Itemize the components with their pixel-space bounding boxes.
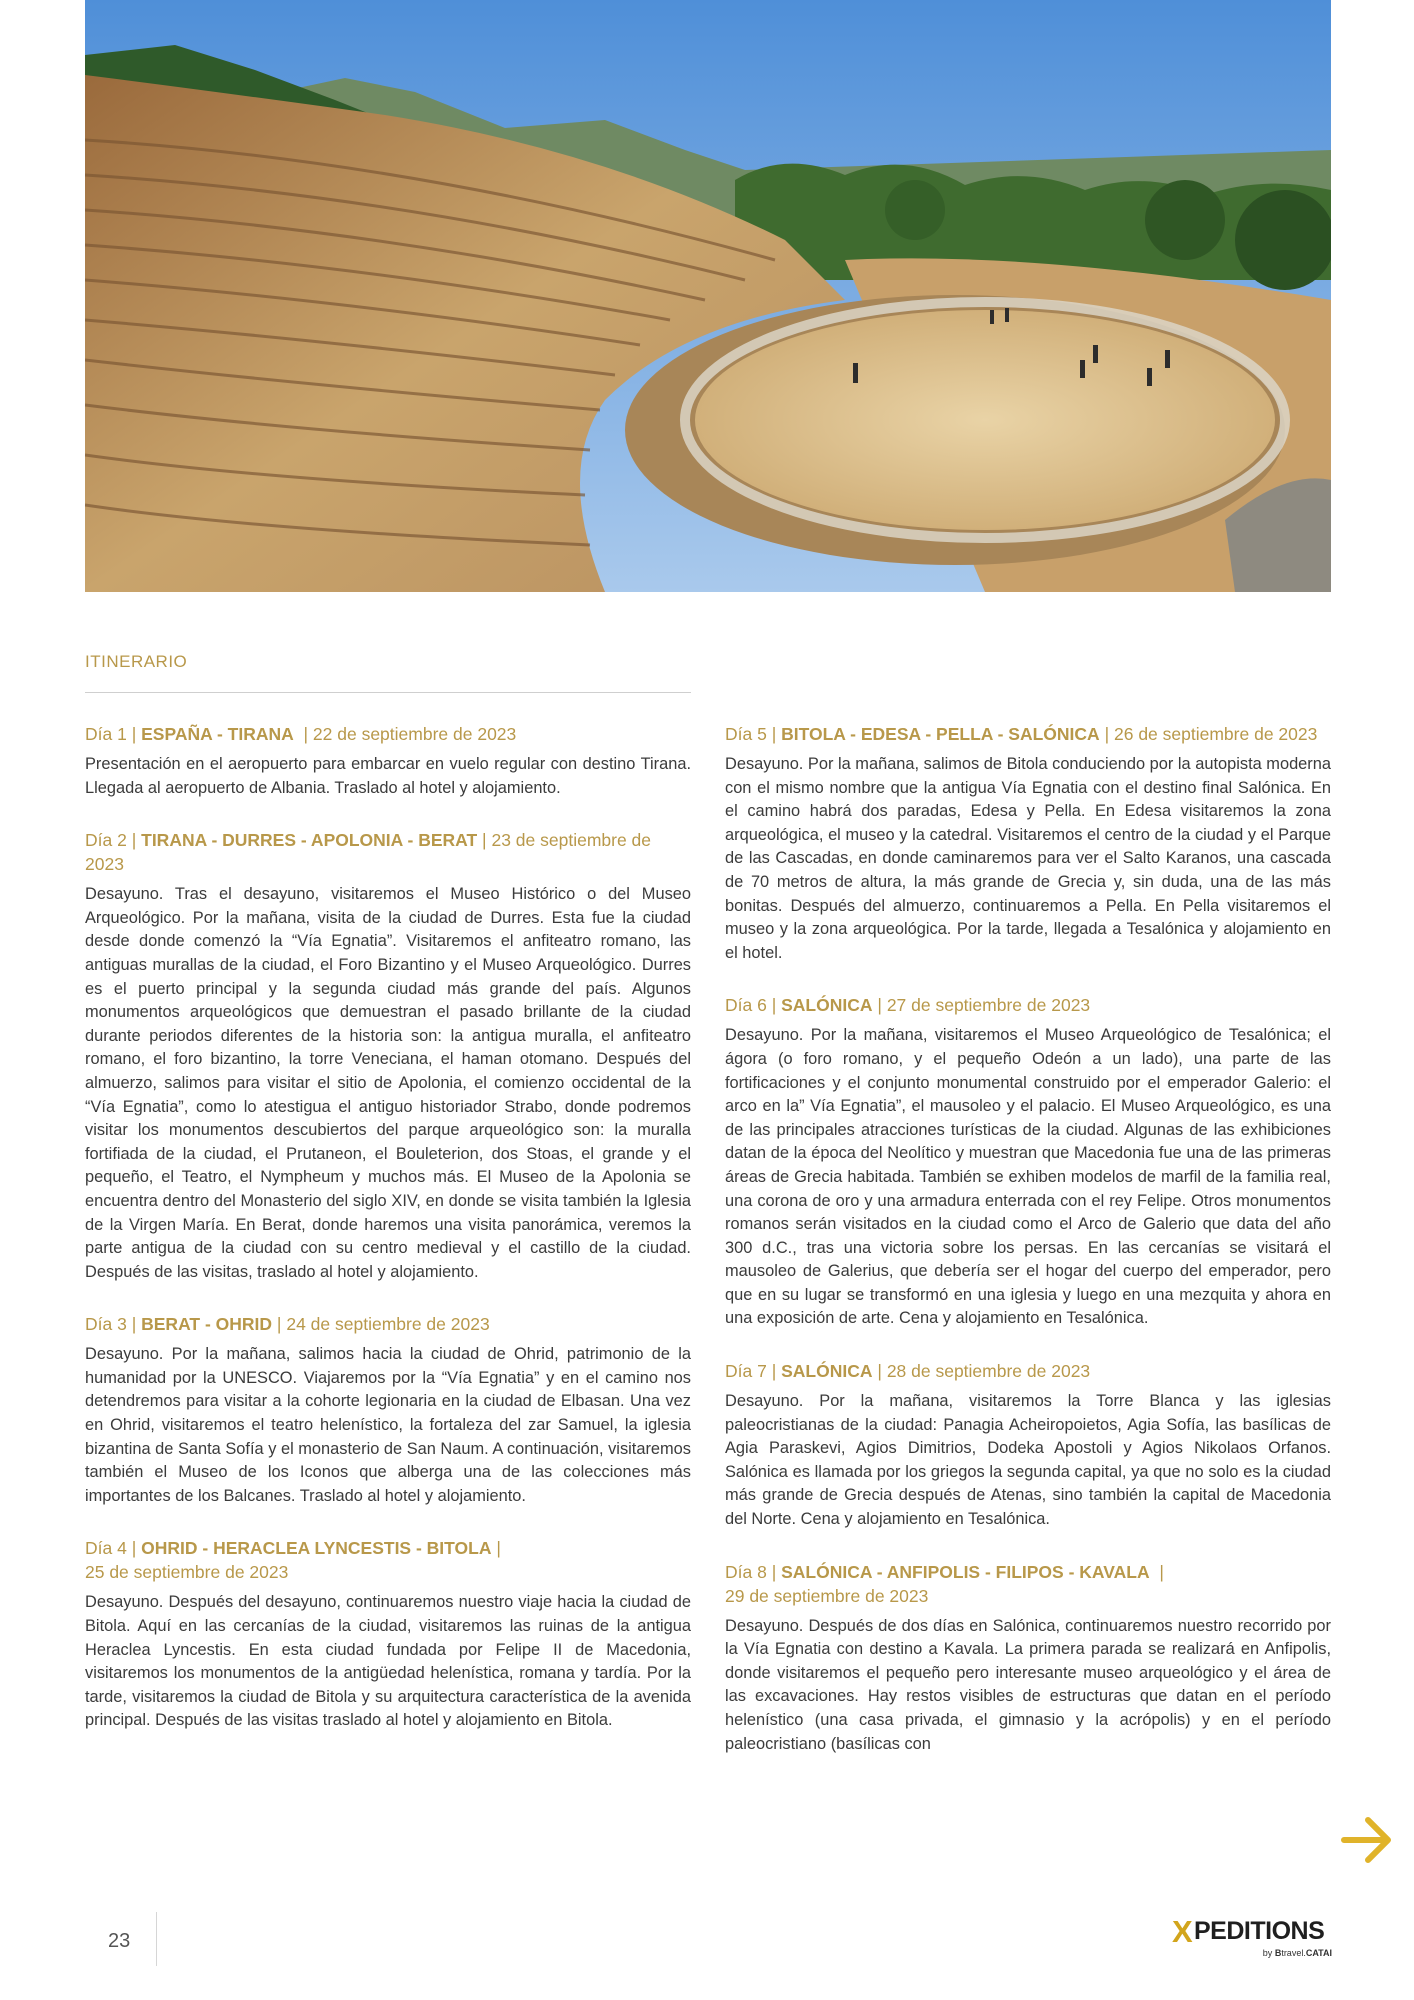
day-1 xyxy=(85,722,691,800)
day-description: Desayuno. Por la mañana, visitaremos el Museo Arqueológico de Tesalónica; el ágora (o foro romano, y el pequeño Odeón a un lado), una parte de las fortificaciones y el conjunto monumental construido por el emperador Galerio: el arco en la” Vía Egnatia”, el mausoleo y el palacio. El Museo Arqueológico, es una de las principales atracciones turísticas de la ciudad. Algunas de las exhibiciones datan de la época del Neolítico y muestran que Macedonia fue una de las primeras áreas de Grecia habitada. También se exhiben modelos de marfil de la familia real, una corona de oro y una armadura enterrada con el rey Felipe. Otros monumentos romanos serán visitados en la ciudad como el Arco de Galerio que data del año 300 d.C., tras una victoria sobre los persas. En las cercanías se visitará el mausoleo de Galerius, que debería ser el hogar del cuerpo del emperador, pero que en su lugar se transformó en una iglesia y luego en una mezquita y ahora en una exposición de arte. Cena y alojamiento en Tesalónica. xyxy=(725,1026,1331,1328)
day-date: 28 de septiembre de 2023 xyxy=(886,1361,1091,1382)
day-description: Desayuno. Por la mañana, visitaremos la Torre Blanca y las iglesias paleocristianas de la ciudad: Panagia Acheiropoietos, Agia Sofía, las basílicas de Agia Paraskevi, Agios Dimitrios, Dodeka Apostoli y Agios Nikolaos Orfanos. Salónica es llamada por los griegos la segunda capital, ya que no solo es la ciudad más grande de Grecia después de Atenas, sino también la capital de Macedonia del Norte. Cena y alojamiento en Tesalónica. xyxy=(725,1392,1331,1529)
day-route: SALÓNICA - ANFIPOLIS - FILIPOS - KAVALA xyxy=(781,1561,1150,1582)
page-number: 23 xyxy=(108,1930,131,1952)
day-heading xyxy=(725,993,1331,1017)
brand-logo xyxy=(1172,1914,1332,1958)
day-5 xyxy=(725,722,1331,965)
separator: | xyxy=(482,830,492,851)
brand-logo-word: PEDITIONS xyxy=(1194,1917,1325,1945)
separator: | xyxy=(877,995,887,1016)
day-number: Día 6 xyxy=(725,995,767,1016)
separator: | xyxy=(131,724,142,744)
day-8 xyxy=(725,1560,1331,1757)
day-number: Día 8 xyxy=(725,1561,767,1582)
day-7 xyxy=(725,1359,1331,1532)
separator: | xyxy=(771,995,782,1016)
day-date: 25 de septiembre de 2023 xyxy=(85,1562,289,1583)
day-description: Desayuno. Después de dos días en Salónica, continuaremos nuestro recorrido por la Vía Egnatia con destino a Kavala. La primera parada se realizará en Anfipolis, donde visitaremos el pequeño pero interesante museo arqueológico y el área de las excavaciones. Hay restos visibles de estructuras que datan en el período helenístico (una casa privada, el gimnasio y la acrópolis) y en el período paleocristiano (basílicas con xyxy=(725,1616,1331,1753)
separator: | xyxy=(771,1361,782,1382)
day-number: Día 4 xyxy=(85,1538,127,1559)
brand-travel: travel. xyxy=(1281,1948,1306,1958)
separator: | xyxy=(276,1314,287,1335)
section-divider xyxy=(85,692,691,693)
day-3 xyxy=(85,1312,691,1508)
day-route: TIRANA - DURRES - APOLONIA - BERAT xyxy=(141,830,478,851)
day-heading xyxy=(725,722,1331,746)
day-6 xyxy=(725,993,1331,1331)
separator: | xyxy=(1104,724,1114,744)
day-4 xyxy=(85,1536,691,1733)
day-route: SALÓNICA xyxy=(781,995,873,1016)
day-number: Día 5 xyxy=(725,724,767,744)
day-heading xyxy=(725,1560,1331,1608)
separator: | xyxy=(771,1561,782,1582)
itinerary-column-left xyxy=(85,722,691,1761)
separator: | xyxy=(877,1361,887,1382)
day-description: Presentación en el aeropuerto para embarcar en vuelo regular con destino Tirana. Llegada al aeropuerto de Albania. Traslado al hotel y alojamiento. xyxy=(85,755,691,797)
brand-by: by xyxy=(1262,1948,1273,1958)
day-description: Desayuno. Por la mañana, salimos hacia la ciudad de Ohrid, patrimonio de la humanidad por la UNESCO. Viajaremos por la “Vía Egnatia” y en el camino nos detendremos para visitar a la cohorte legionaria en la ciudad de Elbasan. Una vez en Ohrid, visitaremos el teatro helenístico, la fortaleza del zar Samuel, la iglesia bizantina de Santa Sofía y el monasterio de San Naum. A continuación, visitaremos también el Museo de los Iconos que alberga una de las colecciones más importantes de los Balcanes. Traslado al hotel y alojamiento. xyxy=(85,1345,691,1505)
day-number: Día 1 xyxy=(85,724,127,744)
day-description: Desayuno. Tras el desayuno, visitaremos el Museo Histórico o del Museo Arqueológico. Por la mañana, visita de la ciudad de Durres. Esta fue la ciudad desde donde comenzó la “Vía Egnatia”. Visitaremos el anfiteatro romano, las antiguas murallas de la ciudad, el Foro Bizantino y el Museo Arqueológico. Durres es el puerto principal y la segunda ciudad más grande del país. Algunos monumentos arqueológicos que demuestran el pasado brillante de la ciudad durante periodos diferentes de la historia son: la antigua muralla, el anfiteatro romano, el foro bizantino, la torre Veneciana, el haman otomano. Después del almuerzo, salimos para visitar el sitio de Apolonia, el comienzo occidental de la “Vía Egnatia”, como lo atestigua el antiguo historiador Strabo, donde podremos visitar los monumentos descubiertos del parque arqueológico son: la muralla fortifiada de la ciudad, el Prutaneon, el Bouleterion, dos Stoas, el grande y el pequeño, el Teatro, el Nympheum y muchos más. El Museo de la Apolonia se encuentra dentro del Monasterio del siglo XIV, en donde se visita también la Iglesia de la Virgen María. En Berat, donde haremos una visita panorámica, veremos la parte antigua de la ciudad con su centro medieval y el castillo de la ciudad. Después de las visitas, traslado al hotel y alojamiento. xyxy=(85,885,691,1281)
brand-logo-subline xyxy=(1263,1948,1332,1958)
day-route: SALÓNICA xyxy=(781,1361,873,1382)
brand-catai: CATAI xyxy=(1305,1948,1332,1958)
day-description: Desayuno. Después del desayuno, continuaremos nuestro viaje hacia la ciudad de Bitola. Aquí en las cercanías de la ciudad, visitaremos las ruinas de la antigua Heraclea Lyncestis. En esta ciudad fundada por Felipe II de Macedonia, visitaremos los monumentos de la antigüedad helenística, romana y tardía. Por la tarde, visitaremos la ciudad de Bitola y su arquitectura característica de la avenida principal. Después de las visitas traslado al hotel y alojamiento en Bitola. xyxy=(85,1593,691,1730)
day-date: 29 de septiembre de 2023 xyxy=(725,1585,929,1606)
footer-divider xyxy=(156,1912,157,1966)
separator: | xyxy=(1154,1561,1164,1582)
brand-logo-x: X xyxy=(1172,1914,1193,1949)
arrow-right-icon[interactable] xyxy=(1340,1812,1394,1868)
day-number: Día 3 xyxy=(85,1314,127,1335)
day-date: 24 de septiembre de 2023 xyxy=(286,1314,490,1335)
itinerary-column-right xyxy=(725,722,1331,1784)
day-number: Día 7 xyxy=(725,1361,767,1382)
separator: | xyxy=(298,724,313,744)
day-heading xyxy=(85,1312,691,1336)
day-heading xyxy=(725,1359,1331,1383)
day-route: ESPAÑA - TIRANA xyxy=(141,724,294,744)
separator: | xyxy=(131,830,142,851)
day-date: 27 de septiembre de 2023 xyxy=(886,995,1091,1016)
separator: | xyxy=(131,1538,142,1559)
day-description: Desayuno. Por la mañana, salimos de Bitola conduciendo por la autopista moderna con el mismo nombre que la antigua Vía Egnatia con el destino final Salónica. En el camino habrá dos paradas, Edesa y Pella. En Edesa visitaremos la zona arqueológica, el museo y la catedral. Visitaremos el centro de la ciudad y el Parque de las Cascadas, en donde caminaremos para ver el Salto Karanos, una cascada de 70 metros de altura, la más grande de Grecia y, sin duda, una de las más bonitas. Después del almuerzo, continuaremos a Pella. En Pella visitaremos el museo y la zona arqueológica. Por la tarde, llegada a Tesalónica y alojamiento en el hotel. xyxy=(725,755,1331,962)
day-heading xyxy=(85,722,691,746)
day-date: 26 de septiembre de 2023 xyxy=(1114,724,1318,744)
day-date: 23 de septiembre de 2023 xyxy=(85,830,652,875)
separator: | xyxy=(131,1314,142,1335)
day-route: OHRID - HERACLEA LYNCESTIS - BITOLA xyxy=(141,1538,492,1559)
brand-b: B xyxy=(1274,1948,1282,1958)
section-title-itinerario: ITINERARIO xyxy=(85,652,188,671)
separator: | xyxy=(496,1538,501,1559)
separator: | xyxy=(771,724,782,744)
day-2 xyxy=(85,828,691,1284)
day-heading xyxy=(85,1536,691,1584)
day-number: Día 2 xyxy=(85,830,127,851)
day-date: 22 de septiembre de 2023 xyxy=(312,724,517,744)
day-heading xyxy=(85,828,691,876)
day-route: BITOLA - EDESA - PELLA - SALÓNICA xyxy=(781,724,1100,744)
hero-photo-ancient-theater xyxy=(85,0,1331,592)
day-route: BERAT - OHRID xyxy=(141,1314,273,1335)
